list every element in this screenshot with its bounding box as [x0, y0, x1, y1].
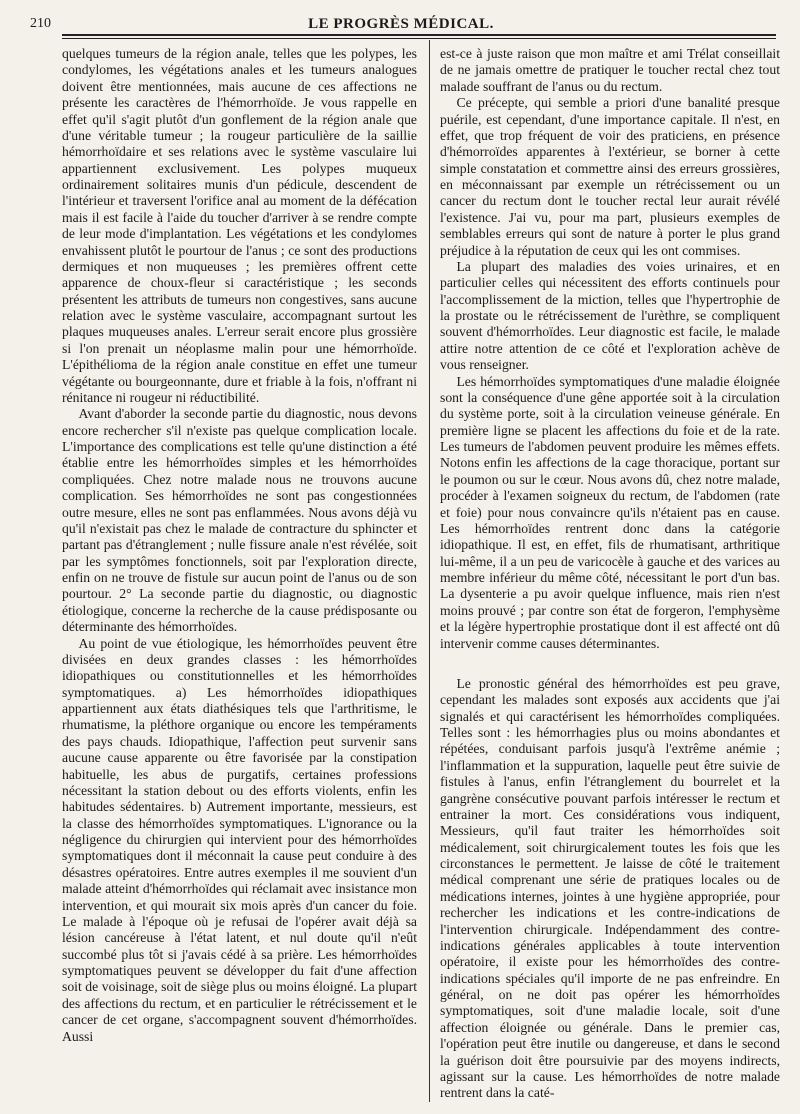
column-divider	[429, 40, 430, 1102]
paragraph: est-ce à juste raison que mon maître et ami Trélat conseillait de ne jamais omettre de pratiquer le toucher rectal chez tout malade souffrant de l'anus ou du rectum.	[440, 46, 780, 94]
journal-title: LE PROGRÈS MÉDICAL.	[308, 16, 494, 32]
page-header	[30, 14, 772, 36]
paragraph: Ce précepte, qui semble a priori d'une banalité presque puérile, est cependant, d'une importance capitale. Il n'est, en effet, que trop fréquent de voir des praticiens, en présence d'hémorroïdes apparentes à l'extérieur, se borner à cette simple constatation et commettre ainsi des erreurs grossières, en méconnaissant par exemple un rétrécissement ou un cancer du rectum dont le toucher rectal leur aurait révélé l'existence. J'ai vu, pour ma part, plusieurs exemples de semblables erreurs qui sont de nature à porter le plus grand préjudice à la réputation de ceux qui les ont commises.	[440, 95, 780, 258]
header-rule-thick	[62, 34, 776, 36]
paragraph: Au point de vue étiologique, les hémorrhoïdes peuvent être divisées en deux grandes classes : les hémorrhoïdes idiopathiques ou constitutionnelles et les hémorrhoïdes symptomatiques. a) Les hémorrhoïdes idiopathiques appartiennent aux états diathésiques tels que l'arthritisme, le rhumatisme, la pléthore organique ou encore les tempéraments des pays chauds. Idiopathique, l'affection peut survenir sans aucune cause apparente ou être favorisée par la constipation habituelle, les abus de purgatifs, certaines professions nécessitant la station debout ou des efforts violents, enfin les habitudes sédentaires. b) Autrement importante, messieurs, est la classe des hémorrhoïdes symptomatiques. L'ignorance ou la négligence du chirurgien qui intervient pour des hémorrhoïdes symptomatiques dont il méconnait la cause peut conduire à des désastres opératoires. Entre autres exemples il me souvient d'un malade atteint d'hémorrhoïdes qui réclamait avec insistance mon intervention, et qui mourait six mois après d'un cancer du foie. Le malade à l'époque où je refusai de l'opérer avait déjà sa lésion cancéreuse à l'état latent, et nul doute qu'il n'eût succombé plus tôt si j'avais cédé à sa prière. Les hémorrhoïdes symptomatiques peuvent se développer du fait d'une affection soit de voisinage, soit de siège plus ou moins éloigné. La plupart des affections du rectum, et en particulier le rétrécissement et le cancer de cet organe, s'accompagnent souvent d'hémorrhoïdes. Aussi	[62, 635, 417, 1044]
right-column	[440, 46, 780, 1102]
paragraph: La plupart des maladies des voies urinaires, et en particulier celles qui nécessitent des efforts continuels pour l'accomplissement de la miction, telles que l'hypertrophie de la prostate ou le rétrécissement de l'urèthre, se compliquent souvent d'hémorrhoïdes. Leur diagnostic est facile, le malade attire notre attention de ce côté et l'exploration achève de vous renseigner.	[440, 258, 780, 373]
left-column	[62, 46, 417, 1045]
page-number: 210	[30, 16, 51, 31]
paragraph: quelques tumeurs de la région anale, telles que les polypes, les condylomes, les végétations anales et les tumeurs analogues doivent être mentionnées, mais aucune de ces affections ne présente les caractères de l'hémorrhoïde. Je vous rappelle en effet qu'il s'agit plutôt d'un gonflement de la région anale que d'une véritable tumeur ; la rougeur particulière de la saillie hémorrhoïdaire et ses relations avec le système vasculaire lui appartiennent exclusivement. Les polypes muqueux ordinairement solitaires munis d'un pédicule, descendent de l'intérieur et traversent l'orifice anal au moment de la défécation mais il est facile à l'aide du toucher d'arriver à se rendre compte de leur mode d'implantation. Les végétations et les condylomes envahissent plutôt le pourtour de l'anus ; ce sont des productions dermiques et non muqueuses ; les premières offrent cette apparence de choux-fleur si caractéristique ; les seconds présentent les attributs de tumeurs non congestives, sans aucune relation avec le système vasculaire, accompagnant surtout les plaques muqueuses anales. L'erreur serait encore plus grossière si l'on prenait un néoplasme malin pour une hémorrhoïde. L'épithélioma de la région anale constitue en effet une tumeur végétante ou bourgeonnante, dure et friable à la fois, n'offrant ni rénitance ni rougeur ni réductibilité.	[62, 46, 417, 405]
header-rule-thin	[62, 38, 776, 39]
paragraph: Le pronostic général des hémorrhoïdes est peu grave, cependant les malades sont exposés aux accidents que j'ai signalés et qui caractérisent les hémorrhoïdes compliquées. Telles sont : les hémorrhagies plus ou moins abondantes et répétées, conduisant parfois jusqu'à l'extrême anémie ; l'inflammation et la suppuration, laquelle peut être suivie de fistules à l'anus, enfin l'étranglement du bourrelet et la gangrène consécutive pouvant parfois intéresser le rectum et entrainer la mort. Ces considérations vous indiquent, Messieurs, qu'il faut traiter les hémorrhoïdes soit médicalement, soit chirurgicalement toutes les fois que les circonstances le permettent. Je laisse de côté le traitement médical comprenant une série de pratiques locales ou de médications internes, jointes à une hygiène appropriée, pour rechercher les indications et les contre-indications de l'intervention chirurgicale. Indépendamment des contre-indications générales applicables à toute intervention opératoire, il existe pour les hémorrhoïdes des contre-indications spéciales qu'il importe de ne pas enfreindre. En général, on ne doit pas opérer les hémorrhoïdes symptomatiques, soit d'une maladie locale, soit d'une affection éloignée ou générale. Dans le premier cas, l'opération peut être inutile ou dangereuse, et dans le second la guérison doit être poursuivie par des moyens indirects, agissant sur la cause. Les hémorrhoïdes de notre malade rentrent dans la caté-	[440, 675, 780, 1101]
paragraph: Avant d'aborder la seconde partie du diagnostic, nous devons encore rechercher s'il n'existe pas quelque complication locale. L'importance des complications est telle qu'une distinction a été établie entre les hémorrhoïdes simples et les hémorrhoïdes compliquées. Chez notre malade nous ne trouvons aucune complication. Ses hémorrhoïdes ne sont pas congestionnées outre mesure, elles ne sont pas enflammées. Nous avons déjà vu qu'il n'existait pas chez le malade de contracture du sphincter et partant pas d'étranglement ; nulle fissure anale n'est révélée, soit par les symptômes fonctionnels, soit par l'exploration directe, enfin on ne trouve de fistule sur aucun point de l'anus ou de son pourtour. 2° La seconde partie du diagnostic, ou diagnostic étiologique, concerne la recherche de la cause prédisposante ou déterminante des hémorrhoïdes.	[62, 406, 417, 635]
paragraph: Les hémorrhoïdes symptomatiques d'une maladie éloignée sont la conséquence d'une gêne apportée soit à la circulation du système porte, soit à la circulation veineuse générale. En première ligne se placent les affections du foie et de la rate. Les tumeurs de l'abdomen peuvent produire les mêmes effets. Notons enfin les affections de la cage thoracique, portant sur le poumon ou sur le cœur. Nous avons dû, chez notre malade, procéder à l'examen soigneux du rectum, de l'abdomen (rate et foie) pour nous convaincre qu'ils n'étaient pas en cause. Les hémorrhoïdes rentrent donc dans la catégorie idiopathique. Il est, en effet, fils de rhumatisant, arthritique lui-même, il a un peu de varicocèle à gauche et des varices au membre inférieur du même côté, nécessitant le port d'un bas. La dysenterie a pu avoir quelque influence, mais rien n'est moins prouvé ; par contre son état de forgeron, l'emphysème et la légère hypertrophie prostatique dont il est affecté ont dû intervenir comme causes déterminantes.	[440, 373, 780, 651]
